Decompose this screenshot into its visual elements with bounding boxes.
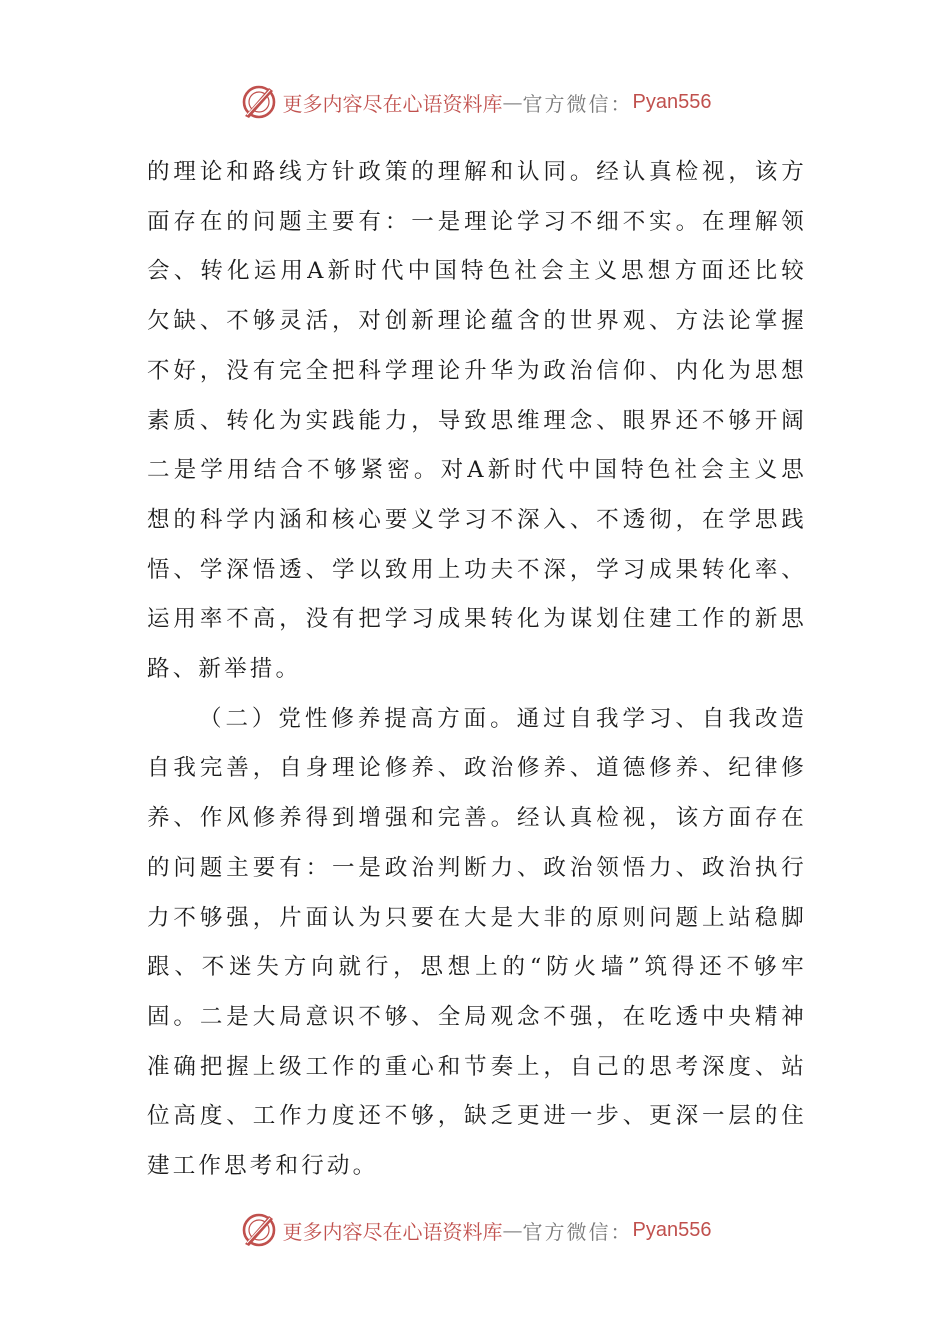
document-body — [147, 148, 807, 1192]
banner-slogan: 更多内容尽在心语资料库 — [282, 91, 503, 116]
banner-wechat-label: 官方微信： — [522, 1219, 633, 1244]
quill-pen-seal-icon — [239, 1210, 279, 1250]
footer-banner — [0, 1208, 950, 1252]
banner-wechat-id: Pyan556 — [632, 1218, 712, 1241]
banner-wechat-id: Pyan556 — [632, 90, 712, 113]
banner-wechat-label: 官方微信： — [522, 91, 633, 116]
quill-pen-seal-icon — [239, 82, 279, 122]
banner-separator: — — [502, 90, 523, 114]
paragraph-party-cultivation: （二）党性修养提高方面。通过自我学习、自我改造自我完善，自身理论修养、政治修养、道德修养、纪律修养、作风修养得到增强和完善。经认真检视，该方面存在的问题主要有：一是政治判断力、政治领悟力、政治执行力不够强，片面认为只要在大是大非的原则问题上站稳脚跟、不迷失方向就行，思想上的“防火墙”筑得还不够牢固。二是大局意识不够、全局观念不强，在吃透中央精神准确把握上级工作的重心和节奏上，自己的思考深度、站位高度、工作力度还不够，缺乏更进一步、更深一层的住建工作思考和行动。 — [147, 705, 807, 1180]
banner-separator: — — [502, 1218, 523, 1242]
header-banner — [0, 80, 950, 124]
banner-slogan: 更多内容尽在心语资料库 — [282, 1219, 503, 1244]
paragraph-theory-study: 的理论和路线方针政策的理解和认同。经认真检视，该方面存在的问题主要有：一是理论学习不细不实。在理解领会、转化运用A新时代中国特色社会主义思想方面还比较欠缺、不够灵活，对创新理论蕴含的世界观、方法论掌握不好，没有完全把科学理论升华为政治信仰、内化为思想素质、转化为实践能力，导致思维理念、眼界还不够开阔二是学用结合不够紧密。对A新时代中国特色社会主义思想的科学内涵和核心要义学习不深入、不透彻，在学思践悟、学深悟透、学以致用上功夫不深，学习成果转化率、运用率不高，没有把学习成果转化为谋划住建工作的新思路、新举措。 — [147, 159, 807, 683]
